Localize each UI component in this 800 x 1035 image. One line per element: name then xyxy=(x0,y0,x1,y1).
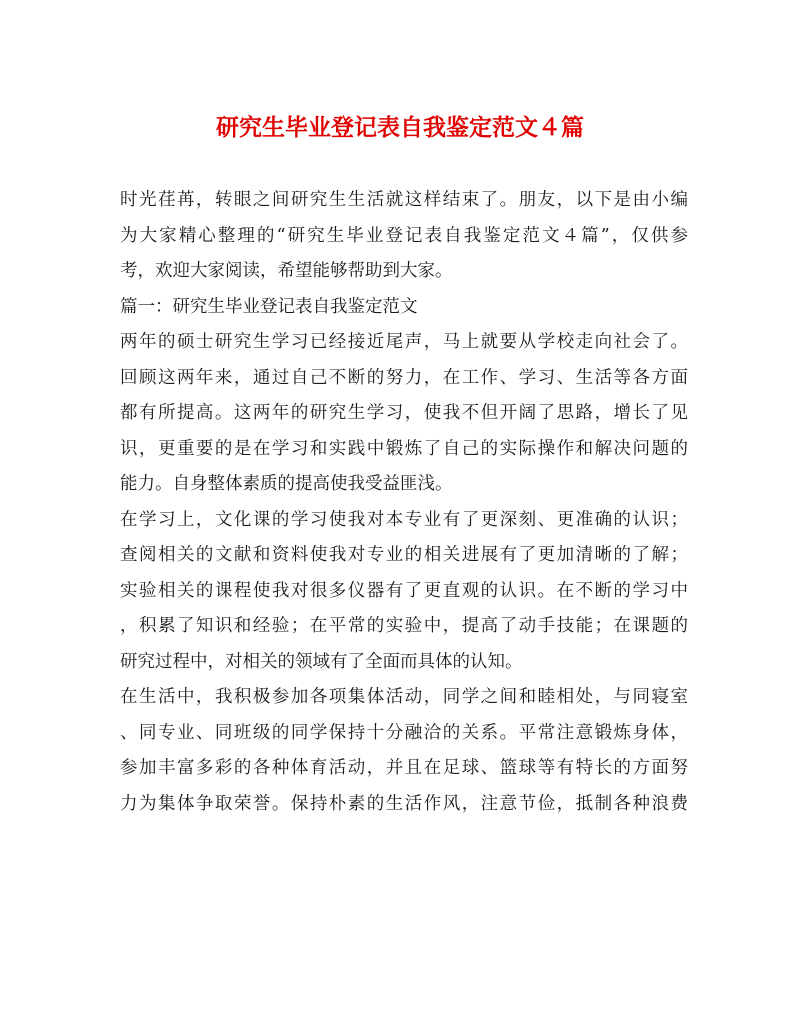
text-line: 、同专业、同班级的同学保持十分融洽的关系。平常注意锻炼身体， xyxy=(120,722,688,743)
paragraph-overview xyxy=(120,325,688,503)
paragraph-study xyxy=(120,503,688,681)
text-line: 在生活中，我积极参加各项集体活动，同学之间和睦相处，与同寝室 xyxy=(120,687,688,707)
document-body xyxy=(120,183,688,822)
text-line: 回顾这两年来，通过自己不断的努力，在工作、学习、生活等各方面 xyxy=(120,367,688,388)
text-line: 在学习上，文化课的学习使我对本专业有了更深刻、更准确的认识； xyxy=(120,509,688,530)
paragraph-intro xyxy=(120,183,688,290)
paragraph-life xyxy=(120,680,688,822)
text-line: 都有所提高。这两年的研究生学习，使我不但开阔了思路，增长了见 xyxy=(120,403,688,423)
text-line: 参加丰富多彩的各种体育活动，并且在足球、篮球等有特长的方面努 xyxy=(120,758,688,778)
text-line: 实验相关的课程使我对很多仪器有了更直观的认识。在不断的学习中 xyxy=(120,580,688,601)
text-line: ，积累了知识和经验；在平常的实验中，提高了动手技能；在课题的 xyxy=(120,616,688,636)
text-line: 识，更重要的是在学习和实践中锻炼了自己的实际操作和解决问题的 xyxy=(120,438,688,459)
document-title: 研究生毕业登记表自我鉴定范文４篇 xyxy=(216,114,584,141)
text-line: 研究过程中，对相关的领域有了全面而具体的认知。 xyxy=(120,651,523,672)
text-line: 考，欢迎大家阅读，希望能够帮助到大家。 xyxy=(120,261,453,281)
text-line: 查阅相关的文献和资料使我对专业的相关进展有了更加清晰的了解； xyxy=(120,545,688,565)
text-line: 力为集体争取荣誉。保持朴素的生活作风，注意节俭，抵制各种浪费 xyxy=(120,793,688,814)
text-line: 时光荏苒，转眼之间研究生生活就这样结束了。朋友，以下是由小编 xyxy=(120,190,688,210)
text-line: 两年的硕士研究生学习已经接近尾声，马上就要从学校走向社会了。 xyxy=(120,332,688,352)
text-line: 能力。自身整体素质的提高使我受益匪浅。 xyxy=(120,474,453,494)
text-line: 篇一：研究生毕业登记表自我鉴定范文 xyxy=(120,296,418,317)
text-line: 为大家精心整理的“研究生毕业登记表自我鉴定范文４篇”，仅供参 xyxy=(120,225,688,246)
section-heading xyxy=(120,290,688,326)
